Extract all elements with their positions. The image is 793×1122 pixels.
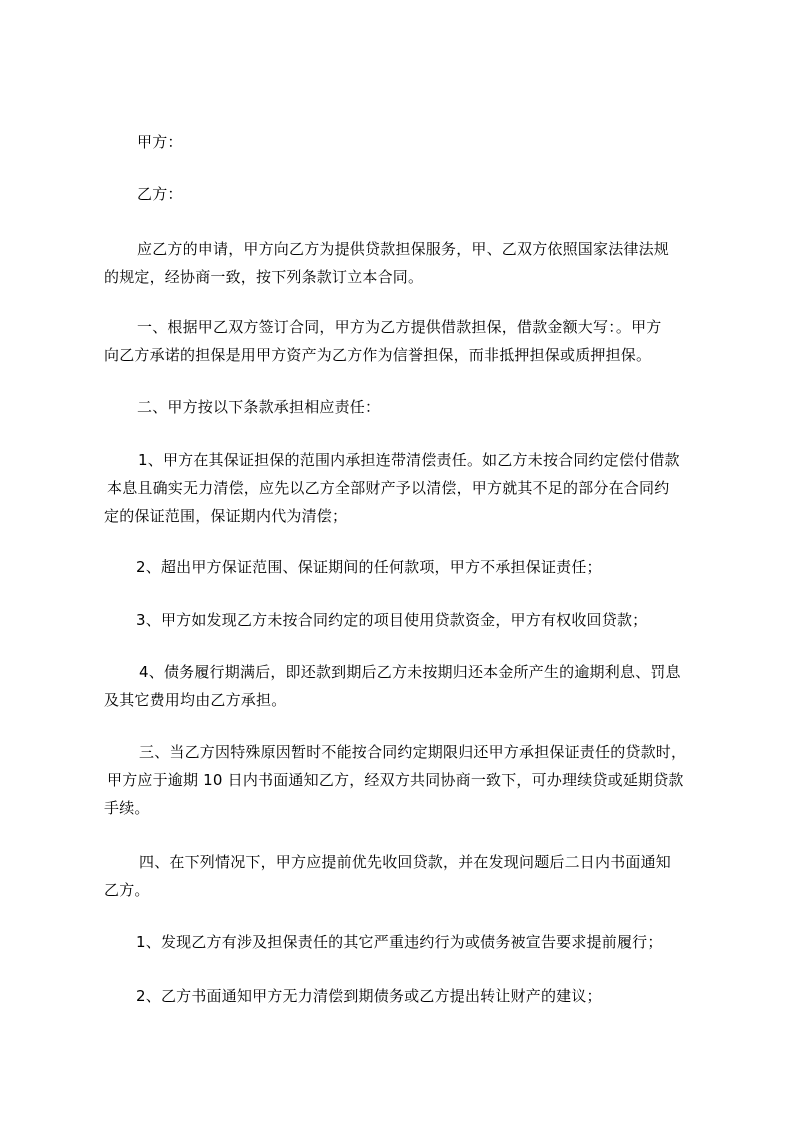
party-a-label xyxy=(104,128,700,156)
clause-2-item-1 xyxy=(104,446,700,530)
clause-4-line-2: 乙方。 xyxy=(104,881,150,899)
clause-4-line-1: 四、在下列情况下，甲方应提前优先收回贷款，并在发现问题后二日内书面通知 xyxy=(139,853,672,871)
clause-1-line-2: 向乙方承诺的担保是用甲方资产为乙方作为信誉担保，而非抵押担保或质押担保。 xyxy=(104,346,652,364)
intro-line-1: 应乙方的申请，甲方向乙方为提供贷款担保服务，甲、乙双方依照国家法律法规 xyxy=(137,240,670,258)
clause-2-item-4-line-1: 4、债务履行期满后，即还款到期后乙方未按期归还本金所产生的逾期利息、罚息 xyxy=(139,663,681,681)
clause-2-item-1-line-3: 定的保证范围，保证期内代为清偿； xyxy=(104,507,348,525)
clause-3-line-3: 手续。 xyxy=(104,799,150,817)
clause-2-item-4 xyxy=(104,658,700,714)
clause-2-item-2-text: 2、超出甲方保证范围、保证期间的任何款项，甲方不承担保证责任； xyxy=(136,558,602,576)
clause-3-paragraph xyxy=(104,738,700,822)
clause-3-line-2: 甲方应于逾期 10 日内书面通知乙方，经双方共同协商一致下，可办理续贷或延期贷款 xyxy=(107,771,684,789)
clause-1-paragraph xyxy=(104,313,700,369)
clause-2-item-1-line-1: 1、甲方在其保证担保的范围内承担连带清偿责任。如乙方未按合同约定偿付借款 xyxy=(138,451,680,469)
party-b-label xyxy=(104,180,700,208)
clause-4-item-1 xyxy=(104,928,700,956)
clause-4-paragraph xyxy=(104,848,700,904)
intro-paragraph xyxy=(104,235,700,291)
clause-4-item-2-text: 2、乙方书面通知甲方无力清偿到期债务或乙方提出转让财产的建议； xyxy=(136,987,602,1005)
clause-2-title xyxy=(104,393,700,421)
clause-4-item-1-text: 1、发现乙方有涉及担保责任的其它严重违约行为或债务被宣告要求提前履行； xyxy=(136,933,663,951)
party-a-text: 甲方： xyxy=(137,133,183,151)
clause-2-item-3-text: 3、甲方如发现乙方未按合同约定的项目使用贷款资金，甲方有权收回贷款； xyxy=(136,611,648,629)
party-b-text: 乙方： xyxy=(137,185,183,203)
clause-2-item-3 xyxy=(104,606,700,634)
clause-4-item-2 xyxy=(104,982,700,1010)
clause-3-line-1: 三、当乙方因特殊原因暂时不能按合同约定期限归还甲方承担保证责任的贷款时， xyxy=(139,743,687,761)
intro-line-2: 的规定，经协商一致，按下列条款订立本合同。 xyxy=(104,268,424,286)
clause-2-item-4-line-2: 及其它费用均由乙方承担。 xyxy=(104,691,287,709)
clause-2-title-text: 二、甲方按以下条款承担相应责任： xyxy=(137,398,381,416)
clause-2-item-1-line-2: 本息且确实无力清偿，应先以乙方全部财产予以清偿，甲方就其不足的部分在合同约 xyxy=(107,479,670,497)
clause-2-item-2 xyxy=(104,553,700,581)
clause-1-line-1: 一、根据甲乙双方签订合同，甲方为乙方提供借款担保，借款金额大写：。甲方 xyxy=(137,318,662,336)
